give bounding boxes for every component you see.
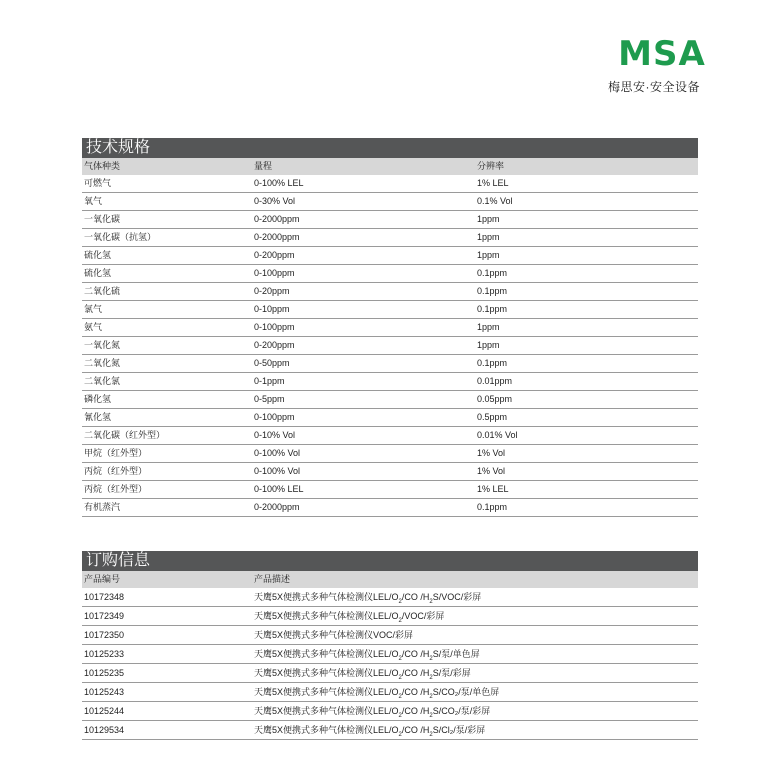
spec-resolution-cell: 1% Vol xyxy=(477,466,506,476)
spec-gas-cell: 丙烷（红外型） xyxy=(84,466,148,476)
spec-range-cell: 0-100% Vol xyxy=(254,448,301,458)
subscript-text: 2 xyxy=(398,693,402,700)
spec-row xyxy=(82,499,698,517)
spec-gas-cell: 二氧化氮 xyxy=(84,358,121,368)
spec-resolution-cell: 0.01% Vol xyxy=(477,430,518,440)
logo-mark xyxy=(608,34,716,74)
spec-gas-cell: 氧气 xyxy=(84,196,103,206)
spec-resolution-cell: 0.1ppm xyxy=(477,286,508,296)
spec-row xyxy=(82,355,698,373)
subscript-text: 2 xyxy=(398,674,402,681)
order-number-cell: 10125244 xyxy=(84,706,125,716)
spec-title: 技术规格 xyxy=(82,138,698,158)
spec-resolution-cell: 0.05ppm xyxy=(477,394,513,404)
spec-row xyxy=(82,337,698,355)
spec-gas-cell: 氯气 xyxy=(84,304,103,314)
order-row xyxy=(82,645,698,664)
spec-resolution-cell: 1ppm xyxy=(477,232,500,242)
subscript-text: 2 xyxy=(429,693,433,700)
order-description-cell xyxy=(254,721,485,744)
spec-resolution-cell: 0.1ppm xyxy=(477,268,508,278)
spec-resolution-cell: 0.1ppm xyxy=(477,304,508,314)
order-rows xyxy=(82,588,698,740)
spec-gas-cell: 二氧化碳（红外型） xyxy=(84,430,166,440)
spec-row xyxy=(82,193,698,211)
order-header-number: 产品编号 xyxy=(84,574,121,584)
subscript-text: 2 xyxy=(398,655,402,662)
spec-gas-cell: 二氧化氯 xyxy=(84,376,121,386)
spec-gas-cell: 磷化氢 xyxy=(84,394,112,404)
subscript-text: 2 xyxy=(398,731,402,738)
description-text: /CO /H xyxy=(401,649,430,659)
spec-row xyxy=(82,175,698,193)
spec-resolution-cell: 1ppm xyxy=(477,214,500,224)
spec-table xyxy=(82,138,698,517)
order-row xyxy=(82,702,698,721)
description-text: S/CO₂/泵/彩屏 xyxy=(432,706,491,716)
spec-range-cell: 0-100% Vol xyxy=(254,466,301,476)
subscript-text: 2 xyxy=(429,655,433,662)
spec-resolution-cell: 1% LEL xyxy=(477,484,509,494)
order-number-cell: 10125233 xyxy=(84,649,125,659)
spec-header-gas: 气体种类 xyxy=(84,161,121,171)
spec-gas-cell: 一氧化碳（抗氢） xyxy=(84,232,157,242)
spec-resolution-cell: 0.1ppm xyxy=(477,358,508,368)
spec-range-cell: 0-10ppm xyxy=(254,304,290,314)
order-title: 订购信息 xyxy=(82,551,698,571)
order-row xyxy=(82,721,698,740)
spec-row xyxy=(82,409,698,427)
spec-resolution-cell: 1ppm xyxy=(477,340,500,350)
spec-range-cell: 0-30% Vol xyxy=(254,196,296,206)
spec-range-cell: 0-20ppm xyxy=(254,286,290,296)
msa-logo xyxy=(608,34,718,96)
spec-rows xyxy=(82,175,698,517)
order-row xyxy=(82,664,698,683)
spec-row xyxy=(82,427,698,445)
spec-row xyxy=(82,229,698,247)
order-number-cell: 10125235 xyxy=(84,668,125,678)
spec-range-cell: 0-100ppm xyxy=(254,268,295,278)
spec-range-cell: 0-2000ppm xyxy=(254,214,300,224)
spec-gas-cell: 一氧化碳 xyxy=(84,214,121,224)
subscript-text: 2 xyxy=(429,674,433,681)
spec-range-cell: 0-1ppm xyxy=(254,376,285,386)
spec-resolution-cell: 0.5ppm xyxy=(477,412,508,422)
spec-row xyxy=(82,283,698,301)
order-number-cell: 10172348 xyxy=(84,592,125,602)
order-header-row xyxy=(82,571,698,588)
order-row xyxy=(82,607,698,626)
spec-range-cell: 0-2000ppm xyxy=(254,502,300,512)
spec-row xyxy=(82,265,698,283)
description-text: 天鹰5X便携式多种气体检测仪LEL/O xyxy=(254,706,399,716)
spec-resolution-cell: 1ppm xyxy=(477,322,500,332)
subscript-text: 2 xyxy=(429,731,433,738)
order-row xyxy=(82,588,698,607)
order-number-cell: 10125243 xyxy=(84,687,125,697)
spec-range-cell: 0-10% Vol xyxy=(254,430,296,440)
spec-range-cell: 0-2000ppm xyxy=(254,232,300,242)
description-text: S/CO₂/泵/单色屏 xyxy=(432,687,500,697)
description-text: /CO /H xyxy=(401,592,430,602)
spec-header-resolution: 分辨率 xyxy=(477,161,505,171)
logo-text: MSA xyxy=(608,38,716,70)
spec-row xyxy=(82,301,698,319)
spec-row xyxy=(82,391,698,409)
description-text: S/泵/彩屏 xyxy=(432,668,471,678)
spec-range-cell: 0-5ppm xyxy=(254,394,285,404)
subscript-text: 2 xyxy=(429,712,433,719)
spec-range-cell: 0-100% LEL xyxy=(254,484,304,494)
order-number-cell: 10172350 xyxy=(84,630,125,640)
spec-resolution-cell: 0.1ppm xyxy=(477,502,508,512)
description-text: 天鹰5X便携式多种气体检测仪LEL/O xyxy=(254,649,399,659)
spec-header-row xyxy=(82,158,698,175)
spec-range-cell: 0-50ppm xyxy=(254,358,290,368)
spec-gas-cell: 丙烷（红外型） xyxy=(84,484,148,494)
subscript-text: 2 xyxy=(398,712,402,719)
spec-range-cell: 0-100ppm xyxy=(254,412,295,422)
subscript-text: 2 xyxy=(429,598,433,605)
description-text: 天鹰5X便携式多种气体检测仪LEL/O xyxy=(254,725,399,735)
spec-resolution-cell: 1% LEL xyxy=(477,178,509,188)
order-number-cell: 10172349 xyxy=(84,611,125,621)
spec-gas-cell: 有机蒸汽 xyxy=(84,502,121,512)
spec-row xyxy=(82,211,698,229)
spec-resolution-cell: 1% Vol xyxy=(477,448,506,458)
description-text: 天鹰5X便携式多种气体检测仪LEL/O xyxy=(254,668,399,678)
spec-gas-cell: 氰化氢 xyxy=(84,412,112,422)
order-row xyxy=(82,626,698,645)
spec-gas-cell: 一氧化氮 xyxy=(84,340,121,350)
description-text: S/泵/单色屏 xyxy=(432,649,480,659)
description-text: 天鹰5X便携式多种气体检测仪LEL/O xyxy=(254,592,399,602)
description-text: /CO /H xyxy=(401,687,430,697)
order-table xyxy=(82,551,698,740)
spec-gas-cell: 氨气 xyxy=(84,322,103,332)
order-header-description: 产品描述 xyxy=(254,574,291,584)
description-text: /VOC/彩屏 xyxy=(401,611,445,621)
description-text: 天鹰5X便携式多种气体检测仪VOC/彩屏 xyxy=(254,630,414,640)
description-text: S/VOC/彩屏 xyxy=(432,592,482,602)
spec-row xyxy=(82,481,698,499)
spec-gas-cell: 二氧化硫 xyxy=(84,286,121,296)
subscript-text: 2 xyxy=(398,617,402,624)
spec-resolution-cell: 1ppm xyxy=(477,250,500,260)
description-text: /CO /H xyxy=(401,706,430,716)
description-text: S/Cl₂/泵/彩屏 xyxy=(432,725,486,735)
spec-gas-cell: 可燃气 xyxy=(84,178,112,188)
description-text: /CO /H xyxy=(401,725,430,735)
description-text: 天鹰5X便携式多种气体检测仪LEL/O xyxy=(254,611,399,621)
description-text: /CO /H xyxy=(401,668,430,678)
spec-row xyxy=(82,373,698,391)
spec-range-cell: 0-100ppm xyxy=(254,322,295,332)
spec-range-cell: 0-200ppm xyxy=(254,340,295,350)
spec-row xyxy=(82,319,698,337)
description-text: 天鹰5X便携式多种气体检测仪LEL/O xyxy=(254,687,399,697)
spec-row xyxy=(82,445,698,463)
spec-gas-cell: 硫化氢 xyxy=(84,268,112,278)
spec-gas-cell: 硫化氢 xyxy=(84,250,112,260)
spec-range-cell: 0-100% LEL xyxy=(254,178,304,188)
spec-header-range: 量程 xyxy=(254,161,273,171)
spec-row xyxy=(82,463,698,481)
spec-range-cell: 0-200ppm xyxy=(254,250,295,260)
spec-resolution-cell: 0.1% Vol xyxy=(477,196,513,206)
spec-resolution-cell: 0.01ppm xyxy=(477,376,513,386)
logo-subtitle: 梅思安·安全设备 xyxy=(608,80,700,94)
spec-row xyxy=(82,247,698,265)
order-number-cell: 10129534 xyxy=(84,725,125,735)
order-row xyxy=(82,683,698,702)
spec-gas-cell: 甲烷（红外型） xyxy=(84,448,148,458)
subscript-text: 2 xyxy=(398,598,402,605)
